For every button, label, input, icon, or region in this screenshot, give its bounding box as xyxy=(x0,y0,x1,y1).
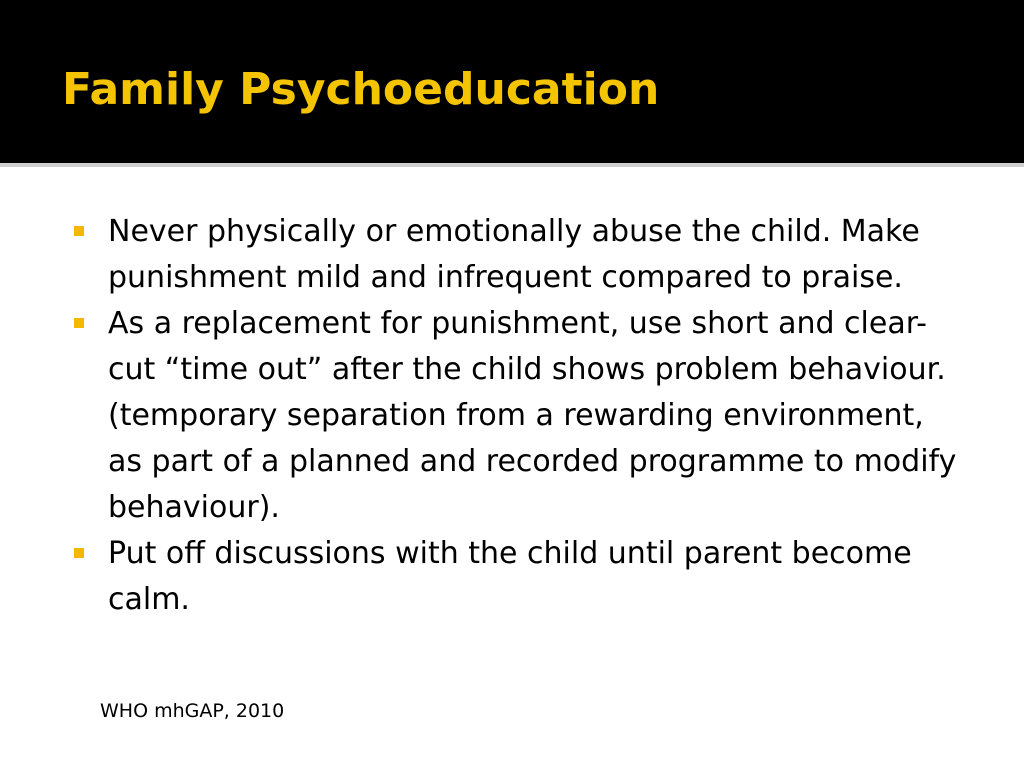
slide-title: Family Psychoeducation xyxy=(62,64,660,115)
citation: WHO mhGAP, 2010 xyxy=(100,700,285,722)
title-divider-gap xyxy=(0,158,1024,162)
title-bar xyxy=(0,0,1024,158)
bullet-item xyxy=(72,531,962,623)
square-bullet-icon xyxy=(74,318,84,328)
square-bullet-icon xyxy=(74,548,84,558)
bullet-text: Never physically or emotionally abuse the child. Make punishment mild and infrequent compared to praise. xyxy=(108,214,920,295)
bullet-text: As a replacement for punishment, use short and clear-cut “time out” after the child shows problem behaviour. (temporary separation from a rewarding environment, as part of a planned and recorded programme to modify behaviour). xyxy=(108,306,957,525)
slide-content xyxy=(0,167,1024,768)
bullet-list xyxy=(72,209,962,623)
bullet-text: Put off discussions with the child until parent become calm. xyxy=(108,536,912,617)
bullet-item xyxy=(72,209,962,301)
bullet-item xyxy=(72,301,962,531)
square-bullet-icon xyxy=(74,226,84,236)
